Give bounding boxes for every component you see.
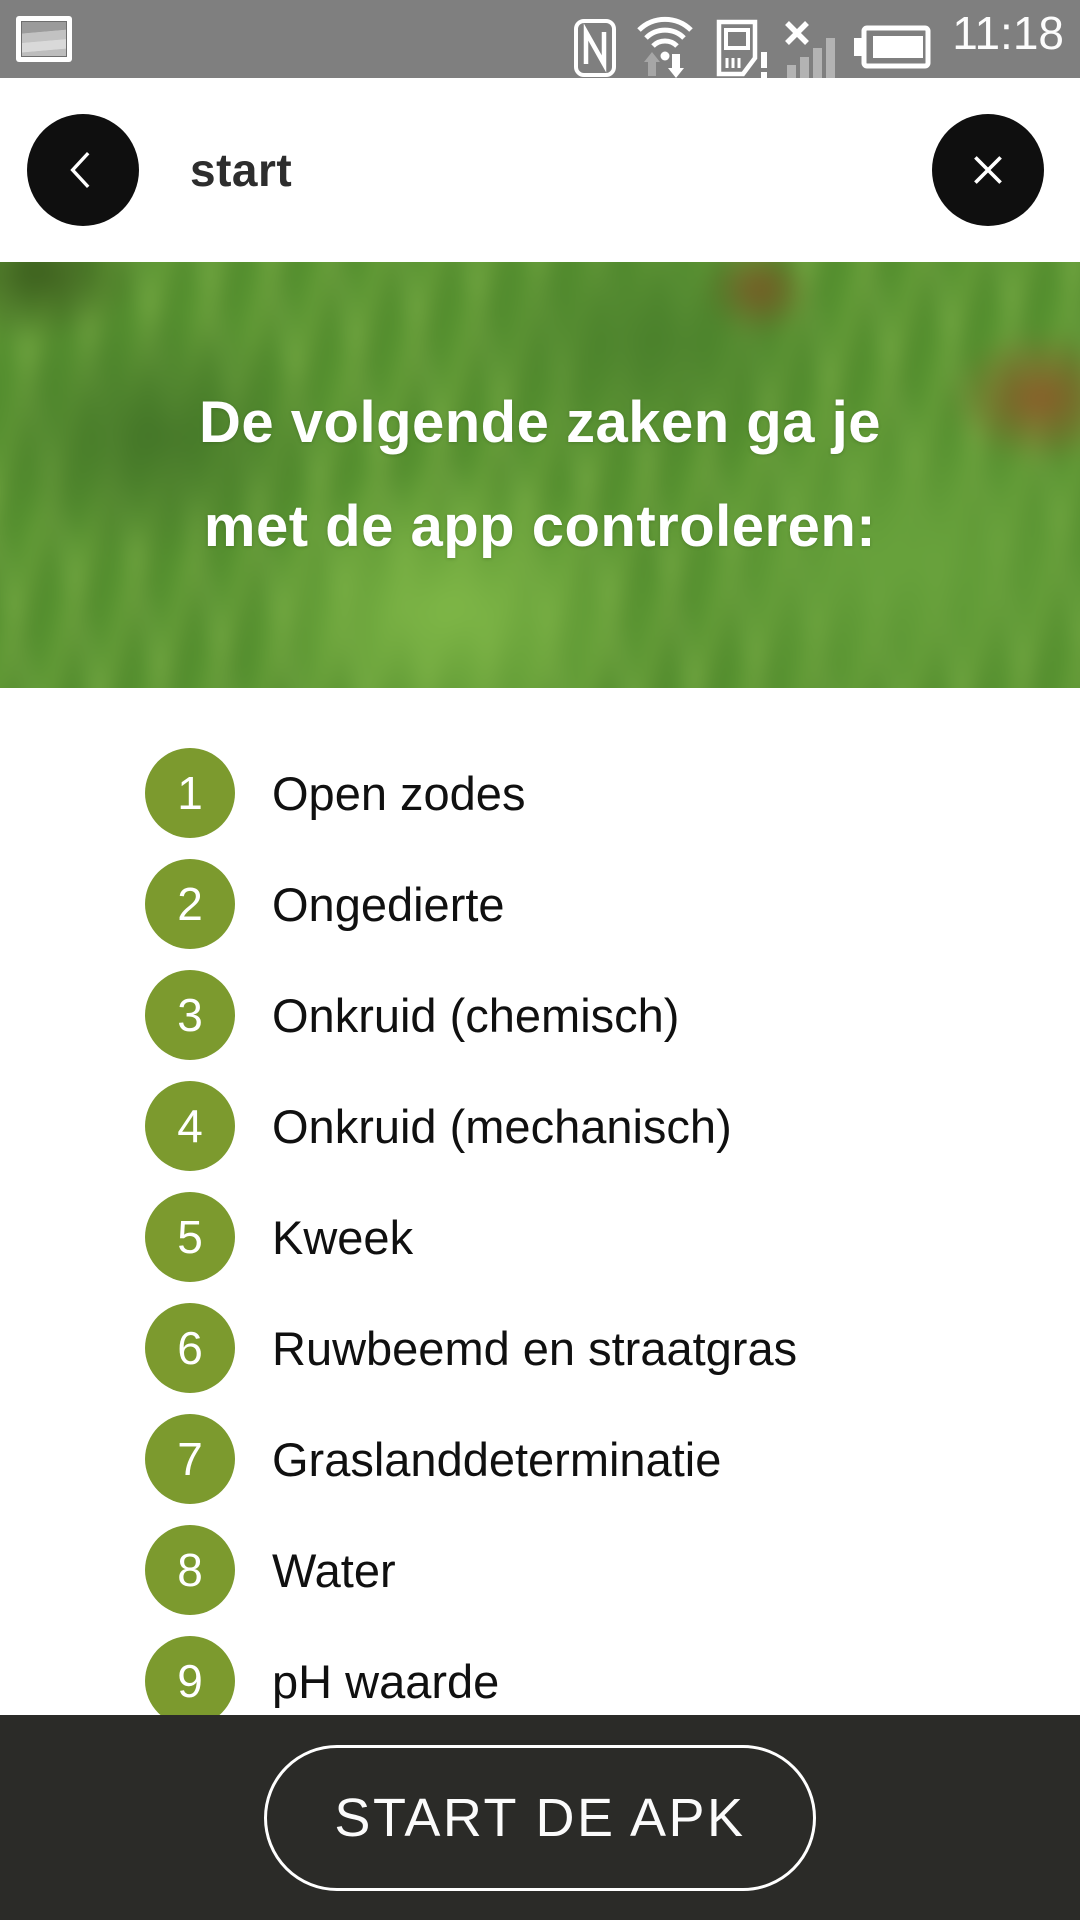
signal-bars-off-icon <box>784 18 838 78</box>
start-apk-button[interactable]: START DE APK <box>264 1745 816 1891</box>
item-label: pH waarde <box>272 1654 500 1708</box>
status-bar-right <box>573 0 1064 78</box>
item-label: Kweek <box>272 1210 414 1264</box>
list-item <box>145 748 1080 838</box>
list-item <box>145 1414 1080 1504</box>
item-number-badge: 7 <box>145 1414 235 1504</box>
list-item <box>145 1192 1080 1282</box>
item-number-badge: 2 <box>145 859 235 949</box>
hero-grass-image <box>0 262 1080 688</box>
item-number-badge: 4 <box>145 1081 235 1171</box>
list-item <box>145 970 1080 1060</box>
screenshot-thumbnail-icon <box>16 16 72 62</box>
page-title: start <box>190 144 293 196</box>
list-item <box>145 1081 1080 1171</box>
clock-time: 11:18 <box>952 7 1064 59</box>
battery-full-icon <box>853 24 931 70</box>
hero-title-line1: De volgende zaken ga je <box>199 390 881 455</box>
chevron-left-icon <box>57 144 109 196</box>
item-number-badge: 5 <box>145 1192 235 1282</box>
nfc-icon <box>573 18 617 78</box>
item-number-badge: 1 <box>145 748 235 838</box>
screenshot-thumbnail-image <box>21 21 67 57</box>
hero-title-line2: met de app controleren: <box>203 494 877 559</box>
close-x-icon <box>960 142 1016 198</box>
list-item <box>145 859 1080 949</box>
item-label: Open zodes <box>272 766 526 820</box>
sim-card-alert-icon <box>713 18 769 78</box>
list-item <box>145 1525 1080 1615</box>
back-button[interactable] <box>27 114 139 226</box>
item-label: Ongedierte <box>272 877 505 931</box>
item-number-badge: 3 <box>145 970 235 1060</box>
item-label: Water <box>272 1543 396 1597</box>
header-bar <box>0 78 1080 262</box>
status-bar-left <box>16 16 72 62</box>
list-item <box>145 1636 1080 1726</box>
item-number-badge: 8 <box>145 1525 235 1615</box>
item-number-badge: 9 <box>145 1636 235 1726</box>
list-item <box>145 1303 1080 1393</box>
footer-bar <box>0 1715 1080 1920</box>
item-label: Graslanddeterminatie <box>272 1432 722 1486</box>
item-label: Onkruid (mechanisch) <box>272 1099 732 1153</box>
status-bar <box>0 0 1080 78</box>
item-label: Ruwbeemd en straatgras <box>272 1321 798 1375</box>
checklist <box>0 688 1080 1747</box>
item-label: Onkruid (chemisch) <box>272 988 680 1042</box>
hero-title <box>0 262 1080 688</box>
close-button[interactable] <box>932 114 1044 226</box>
item-number-badge: 6 <box>145 1303 235 1393</box>
wifi-sync-arrows-icon <box>632 16 698 78</box>
